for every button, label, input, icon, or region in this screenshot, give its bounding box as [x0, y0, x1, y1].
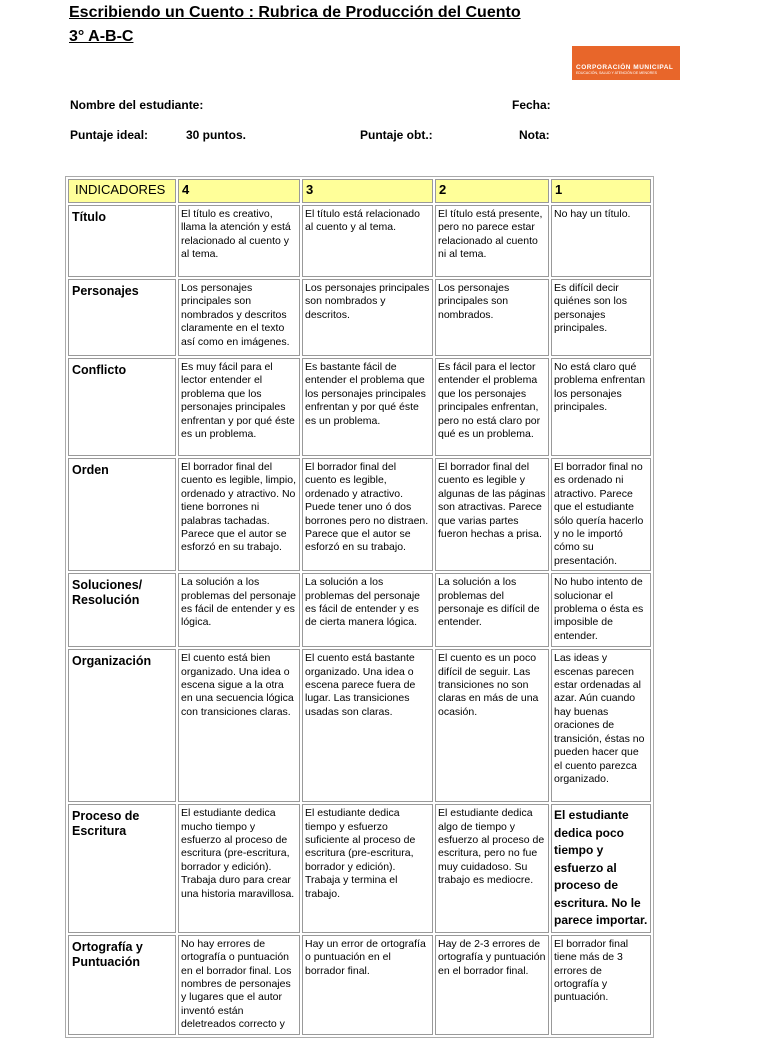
criteria-cell: Los personajes principales son nombrados y descritos claramente en el texto así como en imágenes. [178, 279, 300, 356]
table-row [68, 804, 651, 933]
criteria-cell: No está claro qué problema enfrentan los personajes principales. [551, 358, 651, 456]
criteria-cell: El cuento es un poco difícil de seguir. Las transiciones no son claras en más de una ocasión. [435, 649, 549, 802]
document-title: Escribiendo un Cuento : Rubrica de Producción del Cuento [69, 4, 521, 21]
criteria-cell: El borrador final del cuento es legible, ordenado y atractivo. Puede tener uno ó dos borrones pero no distraen. Parece que el autor se esforzó en su trabajo. [302, 458, 433, 571]
table-row [68, 458, 651, 571]
criteria-cell: No hubo intento de solucionar el problema o ésta es imposible de entender. [551, 573, 651, 647]
header-indicators: INDICADORES [68, 179, 176, 203]
criteria-cell: El borrador final no es ordenado ni atractivo. Parece que el estudiante sólo quería hacerlo y no le importó cómo su presentación. [551, 458, 651, 571]
header-score-2: 2 [435, 179, 549, 203]
criteria-cell: Es fácil para el lector entender el problema que los personajes principales enfrentan, pero no está claro por qué es un problema. [435, 358, 549, 456]
criteria-cell: La solución a los problemas del personaje es fácil de entender y es lógica. [178, 573, 300, 647]
ideal-score-label: Puntaje ideal: [70, 128, 149, 142]
corporation-logo [572, 46, 680, 80]
criteria-cell: Es muy fácil para el lector entender el problema que los personajes principales enfrentan y por qué éste es un problema. [178, 358, 300, 456]
criteria-cell: Es bastante fácil de entender el problema que los personajes principales enfrentan y por qué éste es un problema. [302, 358, 433, 456]
table-row [68, 573, 651, 647]
criteria-cell: Las ideas y escenas parecen estar ordenadas al azar. Aún cuando hay buenas oraciones de transición, éstas no pueden hacer que el cuento parezca organizado. [551, 649, 651, 802]
criteria-cell: Hay un error de ortografía o puntuación en el borrador final. [302, 935, 433, 1035]
table-row [68, 935, 651, 1035]
indicator-cell: Organización [68, 649, 176, 802]
criteria-cell: Los personajes principales son nombrados. [435, 279, 549, 356]
table-header-row [68, 179, 651, 203]
document-subtitle: 3° A-B-C [69, 28, 134, 45]
header-score-4: 4 [178, 179, 300, 203]
criteria-cell: El estudiante dedica tiempo y esfuerzo suficiente al proceso de escritura (pre-escritura, borrador y edición). Trabaja y termina el trabajo. [302, 804, 433, 933]
table-row [68, 649, 651, 802]
criteria-cell: El borrador final del cuento es legible, limpio, ordenado y atractivo. No tiene borrones ni palabras tachadas. Parece que el autor se esforzó en su trabajo. [178, 458, 300, 571]
table-row [68, 279, 651, 356]
indicator-cell: Proceso de Escritura [68, 804, 176, 933]
date-label: Fecha: [512, 98, 551, 112]
student-name-label: Nombre del estudiante: [70, 98, 204, 112]
indicator-cell: Orden [68, 458, 176, 571]
criteria-cell: Es difícil decir quiénes son los personajes principales. [551, 279, 651, 356]
criteria-cell: El título es creativo, llama la atención y está relacionado al cuento y al tema. [178, 205, 300, 277]
criteria-cell: Hay de 2-3 errores de ortografía y puntuación en el borrador final. [435, 935, 549, 1035]
indicator-cell: Ortografía y Puntuación [68, 935, 176, 1035]
obtained-score-label: Puntaje obt.: [360, 128, 433, 142]
logo-text: CORPORACIÓN MUNICIPAL [576, 64, 674, 71]
indicator-cell: Soluciones/ Resolución [68, 573, 176, 647]
criteria-cell: El título está relacionado al cuento y al tema. [302, 205, 433, 277]
header-score-3: 3 [302, 179, 433, 203]
criteria-cell: No hay un título. [551, 205, 651, 277]
criteria-cell: El borrador final del cuento es legible y algunas de las páginas son atractivas. Parece que varias partes fueron hechas a prisa. [435, 458, 549, 571]
grade-label: Nota: [519, 128, 550, 142]
table-row [68, 205, 651, 277]
indicator-cell: Título [68, 205, 176, 277]
criteria-cell: No hay errores de ortografía o puntuación en el borrador final. Los nombres de personajes y lugares que el autor inventó están deletreados correcto y [178, 935, 300, 1035]
criteria-cell: El estudiante dedica mucho tiempo y esfuerzo al proceso de escritura (pre-escritura, borrador y edición). Trabaja duro para crear una historia maravillosa. [178, 804, 300, 933]
table-row [68, 358, 651, 456]
criteria-cell: El borrador final tiene más de 3 errores de ortografía y puntuación. [551, 935, 651, 1035]
criteria-cell: El título está presente, pero no parece estar relacionado al cuento ni al tema. [435, 205, 549, 277]
logo-subtext: EDUCACIÓN, SALUD Y ATENCIÓN DE MENORES [576, 71, 657, 75]
rubric-table [65, 176, 654, 1038]
ideal-score-value: 30 puntos. [186, 128, 247, 142]
criteria-cell: El cuento está bien organizado. Una idea o escena sigue a la otra en una secuencia lógica con transiciones claras. [178, 649, 300, 802]
criteria-cell: La solución a los problemas del personaje es fácil de entender y es de cierta manera lógica. [302, 573, 433, 647]
criteria-cell: El estudiante dedica algo de tiempo y esfuerzo al proceso de escritura, pero no fue muy cuidadoso. Su trabajo es mediocre. [435, 804, 549, 933]
criteria-cell: El estudiante dedica poco tiempo y esfuerzo al proceso de escritura. No le parece importar. [551, 804, 651, 933]
criteria-cell: Los personajes principales son nombrados y descritos. [302, 279, 433, 356]
header-score-1: 1 [551, 179, 651, 203]
criteria-cell: El cuento está bastante organizado. Una idea o escena parece fuera de lugar. Las transiciones usadas son claras. [302, 649, 433, 802]
criteria-cell: La solución a los problemas del personaje es difícil de entender. [435, 573, 549, 647]
indicator-cell: Personajes [68, 279, 176, 356]
indicator-cell: Conflicto [68, 358, 176, 456]
